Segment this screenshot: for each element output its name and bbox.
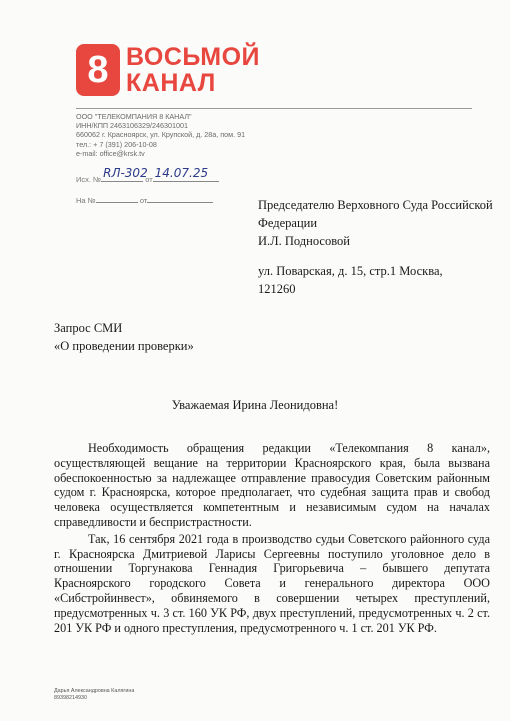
addressee-postcode: 121260	[258, 282, 296, 296]
addressee-address	[258, 262, 494, 298]
logo-badge-digit: 8	[87, 49, 109, 91]
outgoing-date: 14.07.25	[154, 166, 209, 180]
company-email: e-mail: office@krsk.tv	[76, 148, 145, 158]
incoming-from-label: от	[139, 196, 148, 205]
request-type: Запрос СМИ	[54, 321, 123, 335]
outgoing-from-label: от	[145, 175, 153, 184]
body-paragraph-2: Так, 16 сентября 2021 года в производство судьи Советского районного суда г. Красноярска Дмитриевой Ларисы Сергеевны поступило уголовное дело в отношении Торгунакова Геннадия Григорьевича – бывшего депутата Красноярского городского Совета и генерального директора ООО «Сибстройинвест», обвиняемого в совершении четырех преступлений, предусмотренных ч. 3 ст. 160 УК РФ, двух преступлений, предусмотренных ч. 2 ст. 201 УК РФ и одного преступления, предусмотренного ч. 1 ст. 201 УК РФ.	[54, 531, 490, 635]
addressee-name: И.Л. Подносовой	[258, 234, 350, 248]
channel-logo	[76, 44, 266, 100]
signer-footer	[54, 688, 134, 702]
logo-word-1: ВОСЬМОЙ	[126, 43, 261, 71]
outgoing-number: RЛ-302	[103, 166, 148, 180]
company-address: 660062 г. Красноярск, ул. Крупской, д. 28а, пом. 91	[76, 130, 246, 140]
company-inn: ИНН/КПП 2463106329/246301001	[76, 121, 189, 131]
incoming-label: На №	[76, 196, 96, 205]
company-phone: тел.: + 7 (391) 206-10-08	[76, 139, 157, 149]
signer-name: Дарья Александровна Калягина	[54, 688, 135, 694]
request-subject	[54, 319, 194, 355]
company-details	[76, 112, 336, 158]
incoming-reference	[76, 193, 213, 205]
logo-word-2: КАНАЛ	[126, 69, 216, 97]
company-name: ООО "ТЕЛЕКОМПАНИЯ 8 КАНАЛ"	[76, 112, 192, 121]
outgoing-reference	[76, 166, 219, 184]
greeting: Уважаемая Ирина Леонидовна!	[171, 398, 339, 412]
header-divider	[76, 108, 472, 109]
addressee-title-2: Федерации	[258, 216, 318, 230]
outgoing-label: Исх. №	[76, 175, 102, 184]
request-title: «О проведении проверки»	[54, 339, 194, 353]
body-paragraph-1: Необходимость обращения редакции «Телекомпания 8 канал», осуществляющей вещание на территории Красноярского края, была вызвана обеспокоенностью за надлежащее отправление правосудия Советским районным судом г. Красноярска, которое предполагает, что судебная защита прав и свобод человека осуществляется компетентным и независимым судом на началах справедливости и беспристрастности.	[54, 441, 490, 529]
addressee-block	[258, 196, 494, 250]
logo-badge	[76, 44, 120, 96]
signer-phone: 89398214930	[54, 695, 87, 701]
letter-body	[54, 441, 490, 635]
addressee-title: Председателю Верховного Суда Российской	[258, 198, 493, 212]
addressee-street: ул. Поварская, д. 15, стр.1 Москва,	[258, 264, 443, 278]
